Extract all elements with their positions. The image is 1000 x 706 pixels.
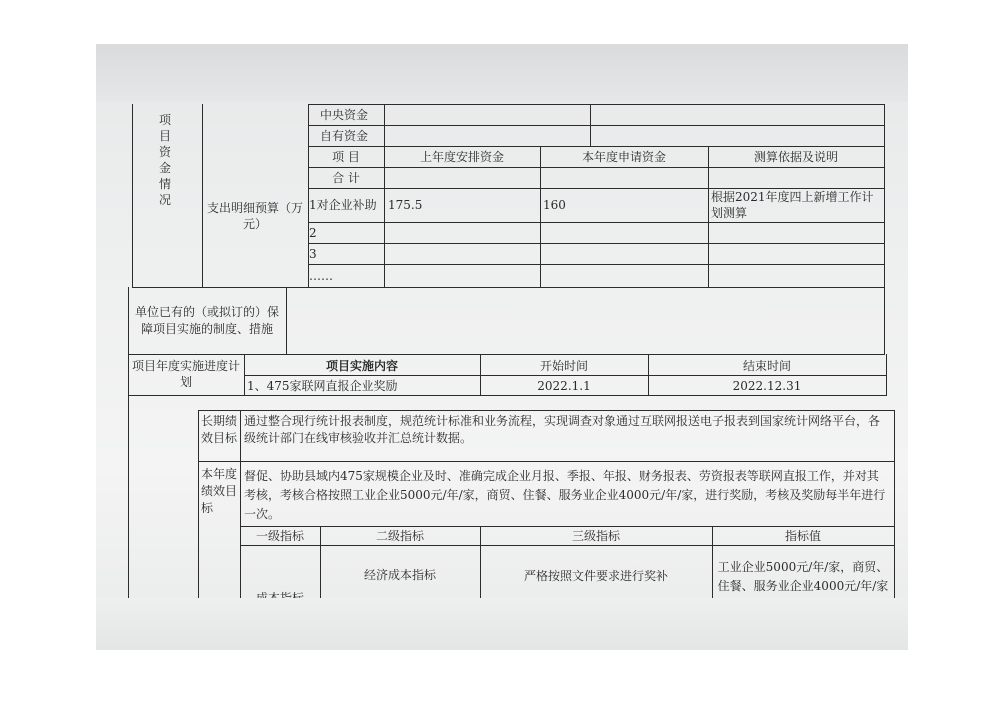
table-border <box>202 104 203 288</box>
table-border <box>128 395 129 600</box>
long-term-label: 长期绩效目标 <box>201 414 238 445</box>
col-header-last-year: 上年度安排资金 <box>419 150 504 164</box>
guarantee-label: 单位已有的（或拟订的）保障项目实施的制度、措施 <box>134 305 279 336</box>
table-border <box>884 104 885 288</box>
long-term-text: 通过整合现行统计报表制度，规范统计标准和业务流程，实现调查对象通过互联网报送电子报表到国家统计网络平台，各级统计部门在线审核验收并汇总统计数据。 <box>244 414 881 445</box>
table-border <box>884 287 885 355</box>
table-border <box>240 545 894 546</box>
table-border <box>128 354 129 396</box>
budget-row-2-item: 2 <box>309 226 317 240</box>
schedule-label: 项目年度实施进度计划 <box>131 359 240 389</box>
annual-text: 督促、协助县域内475家规模企业及时、准确完成企业月报、季报、年报、财务报表、劳资报表等联网直报工作，并对其考核，考核合格按照工业企业5000元/年/家，商贸、住餐、服务业企业4000元/年/家，进行奖励，考核及奖励每半年进行一次。 <box>244 469 886 521</box>
table-border <box>308 104 884 105</box>
table-border <box>308 125 884 126</box>
table-border <box>286 287 287 355</box>
schedule-header-content: 项目实施内容 <box>325 359 398 373</box>
total-label: 合 计 <box>332 171 360 185</box>
budget-row-1-item: 1对企业补助 <box>309 198 377 212</box>
annual-label: 本年度绩效目标 <box>201 467 238 515</box>
budget-row-4-item: …… <box>309 269 333 283</box>
col-header-item: 项 目 <box>332 150 360 164</box>
table-border <box>240 526 894 527</box>
schedule-row-1-start: 2022.1.1 <box>537 379 591 393</box>
indicator-header-level1: 一级指标 <box>255 529 304 543</box>
col-header-basis: 测算依据及说明 <box>753 150 838 164</box>
central-funds-label: 中央资金 <box>320 108 369 122</box>
indicator-row-1-value: 工业企业5000元/年/家，商贸、住餐、服务业企业4000元/年/家 <box>717 560 889 593</box>
table-border <box>886 354 887 396</box>
budget-row-1-basis: 根据2021年度四上新增工作计划测算 <box>711 190 874 220</box>
schedule-header-start: 开始时间 <box>539 359 588 373</box>
table-border <box>198 461 894 462</box>
table-border <box>308 222 884 223</box>
table-border <box>308 167 884 168</box>
schedule-row-1-content: 1、475家联网直报企业奖励 <box>247 379 398 393</box>
table-border <box>240 410 241 600</box>
indicator-row-1-level2: 经济成本指标 <box>363 568 436 582</box>
budget-label: 支出明细预算（万元） <box>206 201 303 231</box>
table-border <box>308 146 884 147</box>
table-border <box>244 375 886 376</box>
table-border <box>132 104 133 288</box>
table-border <box>198 410 894 411</box>
indicator-header-level2: 二级指标 <box>375 529 424 543</box>
table-border <box>132 287 884 288</box>
table-border <box>384 104 385 288</box>
table-border <box>308 243 884 244</box>
table-border <box>198 410 199 600</box>
own-funds-label: 自有资金 <box>320 129 369 143</box>
budget-row-3-item: 3 <box>309 247 317 261</box>
budget-row-1-last-year: 175.5 <box>388 198 423 212</box>
col-header-this-year: 本年度申请资金 <box>581 150 666 164</box>
schedule-row-1-end: 2022.12.31 <box>732 379 802 393</box>
budget-row-1-this-year: 160 <box>543 198 566 212</box>
table-border <box>128 354 884 355</box>
page-shadow-band <box>96 44 908 102</box>
indicator-row-1-level3: 严格按照文件要求进行奖补 <box>523 569 668 583</box>
funding-section-label: 项目资金情况 <box>158 113 171 207</box>
schedule-header-end: 结束时间 <box>742 359 791 373</box>
table-border <box>128 395 886 396</box>
indicator-header-level3: 三级指标 <box>571 529 620 543</box>
page-bottom-margin <box>96 598 908 650</box>
table-border <box>308 264 884 265</box>
table-border <box>128 287 129 355</box>
indicator-header-value: 指标值 <box>784 529 821 543</box>
table-border <box>894 410 895 600</box>
